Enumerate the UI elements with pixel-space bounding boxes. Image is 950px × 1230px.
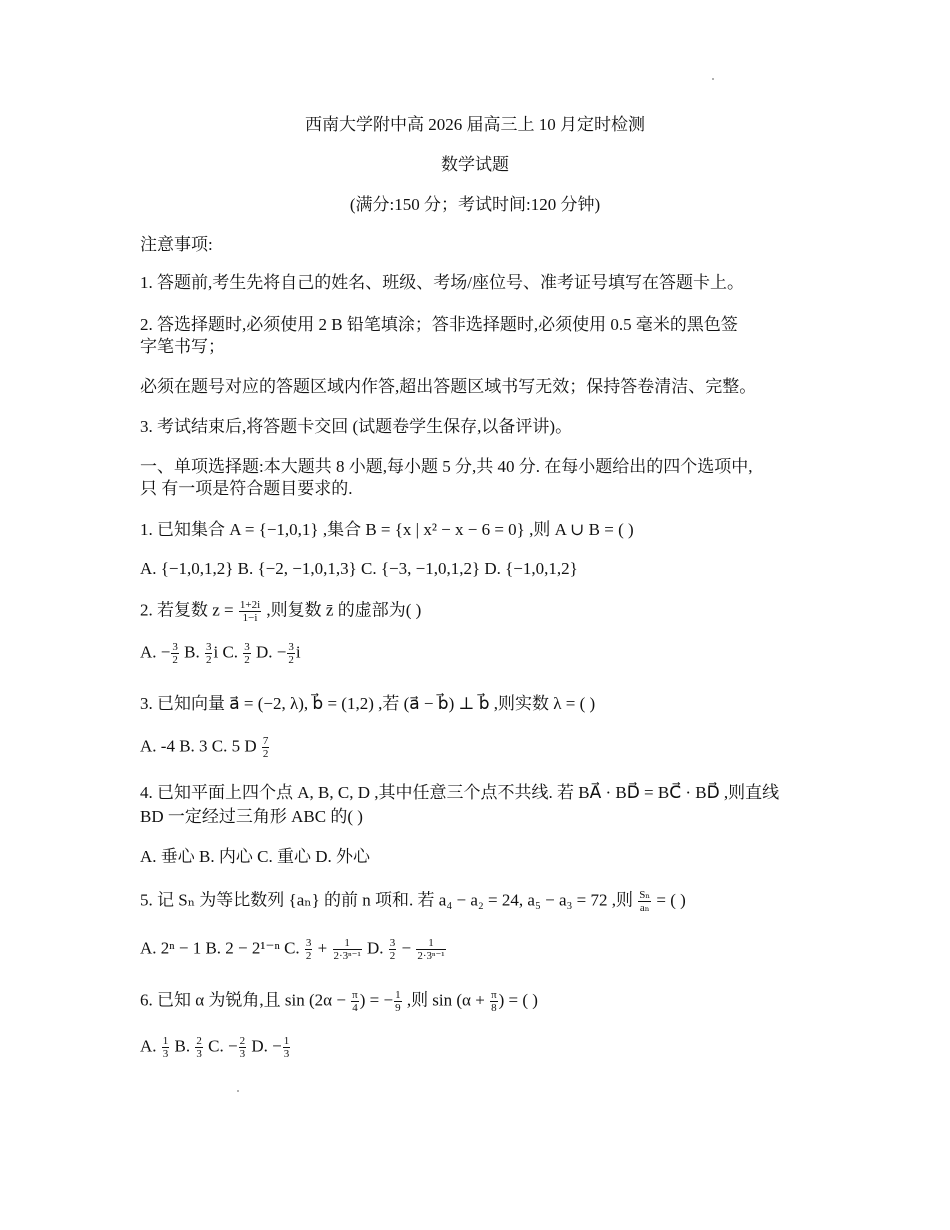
fraction-denominator: 1−i: [242, 612, 258, 624]
fraction: [283, 1035, 291, 1060]
exam-title: 西南大学附中高 2026 届高三上 10 月定时检测: [305, 115, 645, 134]
fraction-numerator: 3: [244, 641, 250, 653]
text-run: ,则复数 z̄ 的虚部为( ): [262, 600, 422, 620]
notes-heading: 注意事项:: [140, 235, 213, 254]
text-run: +: [313, 938, 332, 958]
note-item: [140, 336, 225, 358]
text-run: A. −: [140, 642, 171, 662]
fraction-denominator: 2: [288, 654, 294, 666]
fraction-numerator: 3: [172, 641, 178, 653]
question-4: [140, 782, 779, 804]
text-run: i C.: [213, 642, 243, 662]
fraction-numerator: 3: [389, 937, 396, 949]
text-run: 3. 已知向量 a⃗ = (−2, λ), b⃗ = (1,2) ,若 (a⃗ − b⃗) ⊥ b⃗ ,则实数 λ = ( ): [140, 694, 596, 713]
question-5: [140, 889, 686, 914]
text-run: D. −: [247, 1036, 282, 1056]
fraction-denominator: 8: [491, 1002, 497, 1014]
fraction: [171, 641, 179, 666]
note-item: [140, 416, 572, 438]
fraction: [239, 1035, 247, 1060]
fraction-numerator: 3: [205, 641, 212, 653]
exam-info: (满分:150 分；考试时间:120 分钟): [349, 195, 601, 214]
options-1: [140, 558, 578, 580]
fraction: [162, 1035, 170, 1060]
fraction: [205, 641, 213, 666]
fraction-numerator: 2: [196, 1035, 202, 1047]
note-item: [140, 272, 744, 294]
fraction: [287, 641, 295, 666]
text-run: C. −: [203, 1036, 238, 1056]
fraction-numerator: 3: [288, 641, 294, 653]
text-run: i: [295, 642, 301, 662]
text-run: 5. 记 Sₙ 为等比数列 {aₙ} 的前 n 项和. 若 a₄ − a₂ = 24, a₅ − a₃ = 72 ,则: [140, 890, 638, 910]
text-run: 4. 已知平面上四个点 A, B, C, D ,其中任意三个点不共线. 若 BA⃗ · BD⃗ = BC⃗ · BD⃗ ,则直线: [140, 783, 780, 802]
fraction-numerator: 1: [283, 1035, 290, 1047]
fraction: [243, 641, 251, 666]
text-run: ,则 sin (α +: [402, 990, 490, 1010]
text-run: D. −: [251, 642, 287, 662]
fraction-denominator: 3: [239, 1048, 246, 1060]
fraction: [195, 1035, 203, 1060]
question-3: [140, 693, 595, 715]
section-heading-line2: 只 有一项是符合题目要求的.: [140, 479, 353, 498]
fraction-denominator: 9: [395, 1002, 401, 1014]
fraction-numerator: Sₙ: [639, 889, 651, 901]
fraction-numerator: 7: [262, 735, 269, 747]
options-2: [140, 641, 301, 666]
fraction-denominator: 3: [162, 1048, 169, 1060]
note-item: [140, 376, 756, 398]
fraction-denominator: 2: [262, 748, 269, 760]
fraction-denominator: 2: [389, 950, 396, 962]
fraction-denominator: 3: [283, 1048, 290, 1060]
options-6: [140, 1035, 291, 1060]
fraction: [262, 735, 270, 760]
text-run: 必须在题号对应的答题区域内作答,超出答题区域书写无效；保持答卷清洁、完整。: [140, 377, 757, 396]
fraction-numerator: 1+2i: [239, 599, 261, 611]
fraction-denominator: 2: [172, 654, 178, 666]
fraction-denominator: 2: [205, 654, 212, 666]
options-3: [140, 735, 270, 760]
fraction-numerator: 3: [305, 937, 312, 949]
text-run: 字笔书写；: [140, 337, 225, 356]
fraction: [638, 889, 651, 914]
text-run: 1. 答题前,考生先将自己的姓名、班级、考场/座位号、准考证号填写在答题卡上。: [140, 273, 744, 292]
text-run: 3. 考试结束后,将答题卡交回 (试题卷学生保存,以备评讲)。: [140, 417, 573, 436]
exam-subject: 数学试题: [441, 155, 509, 174]
fraction-denominator: 3: [196, 1048, 202, 1060]
text-run: 2. 答选择题时,必须使用 2 B 铅笔填涂；答非选择题时,必须使用 0.5 毫米的黑色签: [140, 315, 738, 334]
fraction-numerator: 1: [333, 937, 362, 950]
text-run: A. 2ⁿ − 1 B. 2 − 2¹⁻ⁿ C.: [140, 938, 304, 958]
fraction: [333, 937, 362, 962]
fraction-numerator: 2: [239, 1035, 246, 1047]
text-run: 1. 已知集合 A = {−1,0,1} ,集合 B = {x | x² − x − 6 = 0} ,则 A ∪ B = ( ): [140, 520, 634, 539]
text-run: 6. 已知 α 为锐角,且 sin (2α −: [140, 990, 351, 1010]
fraction-numerator: 1: [162, 1035, 169, 1047]
text-run: = ( ): [652, 890, 686, 910]
fraction-numerator: π: [352, 989, 358, 1001]
text-run: B.: [170, 1036, 195, 1056]
text-run: BD 一定经过三角形 ABC 的( ): [140, 807, 363, 826]
fraction-denominator: 4: [352, 1002, 358, 1014]
text-run: A. {−1,0,1,2} B. {−2, −1,0,1,3} C. {−3, −1,0,1,2} D. {−1,0,1,2}: [140, 559, 578, 578]
text-run: D.: [362, 938, 388, 958]
fraction: [351, 989, 359, 1014]
fraction: [305, 937, 313, 962]
fraction-denominator: 2·3ⁿ⁻¹: [417, 950, 445, 962]
scan-dot: [712, 78, 714, 80]
question-2: [140, 599, 421, 624]
fraction-denominator: aₙ: [639, 902, 650, 914]
question-4-cont: [140, 806, 363, 828]
text-run: A. -4 B. 3 C. 5 D: [140, 736, 261, 756]
fraction: [394, 989, 402, 1014]
fraction-denominator: 2·3ⁿ⁻¹: [333, 950, 361, 962]
scan-dot: [237, 1090, 239, 1092]
fraction-numerator: 1: [416, 937, 445, 950]
text-run: 2. 若复数 z =: [140, 600, 238, 620]
text-run: ) = ( ): [498, 990, 538, 1010]
options-4: [140, 846, 370, 868]
fraction: [389, 937, 397, 962]
text-run: −: [397, 938, 416, 958]
text-run: A.: [140, 1036, 161, 1056]
note-item: [140, 314, 738, 336]
text-run: A. 垂心 B. 内心 C. 重心 D. 外心: [140, 847, 370, 866]
fraction: [490, 989, 498, 1014]
question-6: [140, 989, 538, 1014]
section-heading-line1: 一、单项选择题:本大题共 8 小题,每小题 5 分,共 40 分. 在每小题给出的四个选项中,: [140, 457, 753, 476]
options-5: [140, 937, 447, 962]
fraction-numerator: π: [491, 989, 497, 1001]
fraction-denominator: 2: [244, 654, 250, 666]
question-1: [140, 519, 634, 541]
fraction-numerator: 1: [395, 989, 401, 1001]
fraction: [239, 599, 261, 624]
text-run: B.: [179, 642, 204, 662]
fraction: [416, 937, 445, 962]
fraction-denominator: 2: [305, 950, 312, 962]
text-run: ) = −: [359, 990, 394, 1010]
